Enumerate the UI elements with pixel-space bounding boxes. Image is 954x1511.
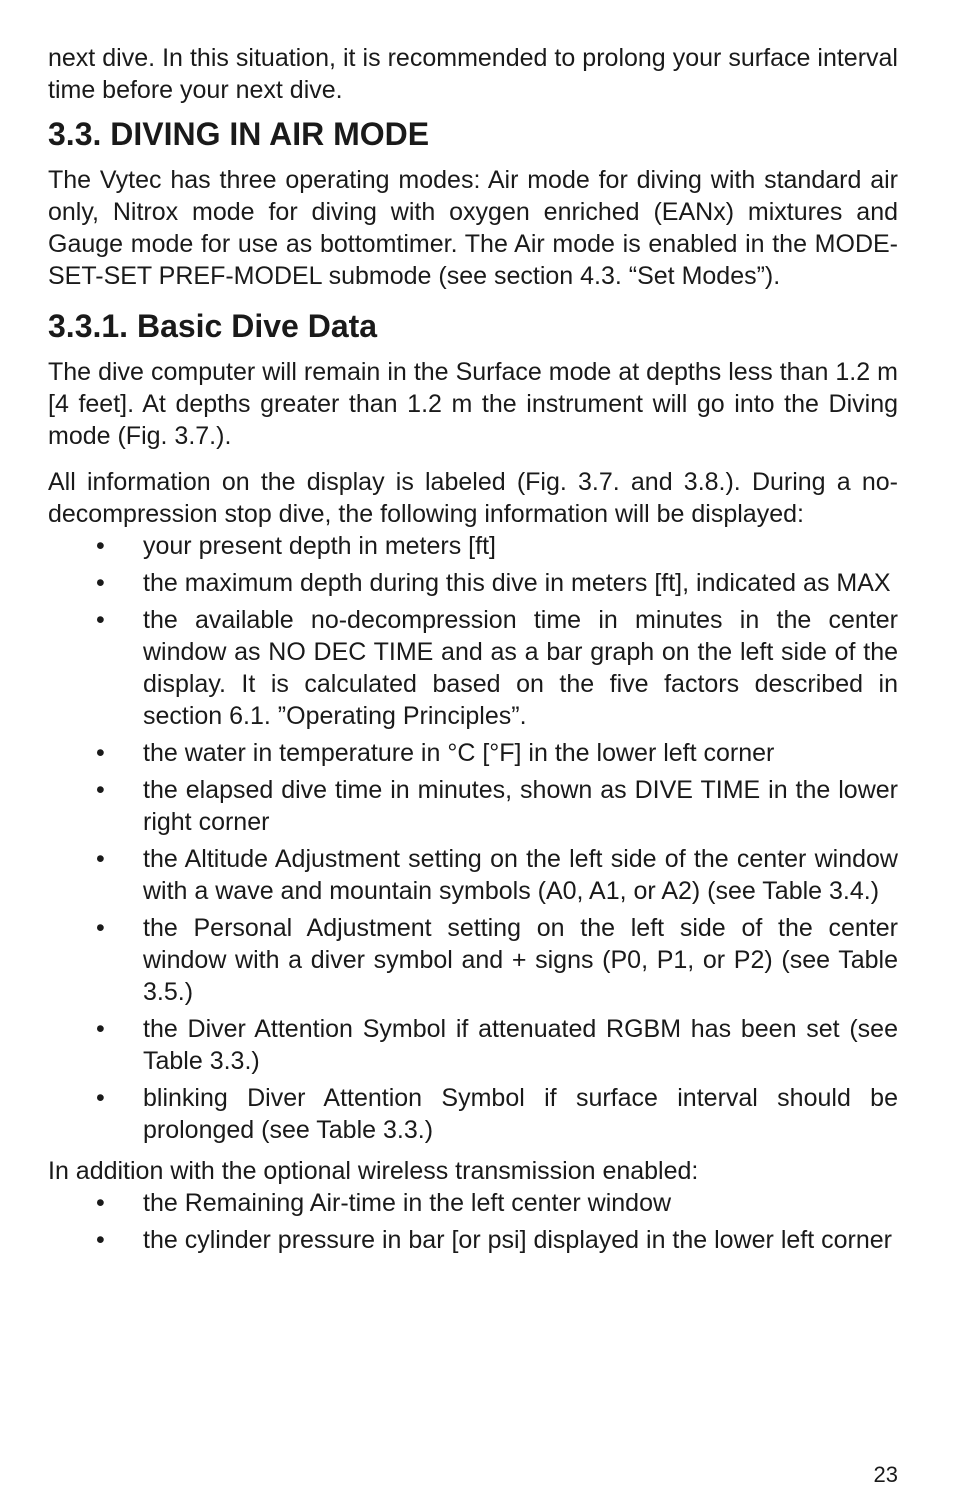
bullet-icon: • — [96, 569, 105, 597]
wireless-info-list — [48, 1187, 898, 1256]
bullet-icon: • — [96, 776, 105, 804]
intro-paragraph: next dive. In this situation, it is recommended to prolong your surface interval time before your next dive. — [48, 44, 898, 104]
bullet-icon: • — [96, 532, 105, 560]
list-item: • blinking Diver Attention Symbol if surface interval should be prolonged (see Table 3.3.) — [96, 1084, 898, 1144]
bullet-icon: • — [96, 606, 105, 634]
list-item: • the Altitude Adjustment setting on the left side of the center window with a wave and mountain symbols (A0, A1, or A2) (see Table 3.4.) — [96, 845, 898, 905]
section-heading-diving-air-mode: 3.3. DIVING IN AIR MODE — [48, 116, 430, 152]
air-mode-paragraph: The Vytec has three operating modes: Air mode for diving with standard air only, Nitrox mode for diving with oxygen enriched (EANx) mixtures and Gauge mode for use as bottomtimer. The Air mode is enabled in the MODE-SET-SET PREF-MODEL submode (see section 4.3. “Set Modes”). — [48, 166, 898, 290]
page-content — [48, 42, 898, 1261]
list-item: • the Diver Attention Symbol if attenuated RGBM has been set (see Table 3.3.) — [96, 1015, 898, 1075]
bullet-icon: • — [96, 1015, 105, 1043]
bullet-icon: • — [96, 845, 105, 873]
bullet-icon: • — [96, 739, 105, 767]
displayed-info-list — [48, 530, 898, 1146]
bullet-icon: • — [96, 1084, 105, 1112]
bullet-icon: • — [96, 914, 105, 942]
list-item: • the maximum depth during this dive in meters [ft], indicated as MAX — [96, 569, 891, 597]
list-item: • the elapsed dive time in minutes, shown as DIVE TIME in the lower right corner — [96, 776, 898, 836]
list-item: • the water in temperature in °C [°F] in the lower left corner — [96, 739, 775, 767]
bullet-icon: • — [96, 1189, 105, 1217]
bullet-icon: • — [96, 1226, 105, 1254]
list-item: • your present depth in meters [ft] — [96, 532, 496, 560]
list-item: • the available no-decompression time in minutes in the center window as NO DEC TIME and as a bar graph on the left side of the display. It is calculated based on the five factors described in section 6.1. ”Operating Principles”. — [96, 606, 898, 730]
surface-mode-paragraph: The dive computer will remain in the Surface mode at depths less than 1.2 m [4 feet]. At depths greater than 1.2 m the instrument will go into the Diving mode (Fig. 3.7.). — [48, 358, 898, 450]
list-item: • the cylinder pressure in bar [or psi] displayed in the lower left corner — [96, 1226, 892, 1254]
page-number: 23 — [873, 1462, 898, 1487]
list-item: • the Remaining Air-time in the left center window — [96, 1189, 672, 1217]
display-info-paragraph: All information on the display is labeled (Fig. 3.7. and 3.8.). During a no-decompression stop dive, the following information will be displayed: — [48, 468, 898, 528]
subsection-heading-basic-dive-data: 3.3.1. Basic Dive Data — [48, 308, 378, 344]
wireless-paragraph: In addition with the optional wireless transmission enabled: — [48, 1157, 699, 1185]
list-item: • the Personal Adjustment setting on the left side of the center window with a diver symbol and + signs (P0, P1, or P2) (see Table 3.5.) — [96, 914, 898, 1006]
